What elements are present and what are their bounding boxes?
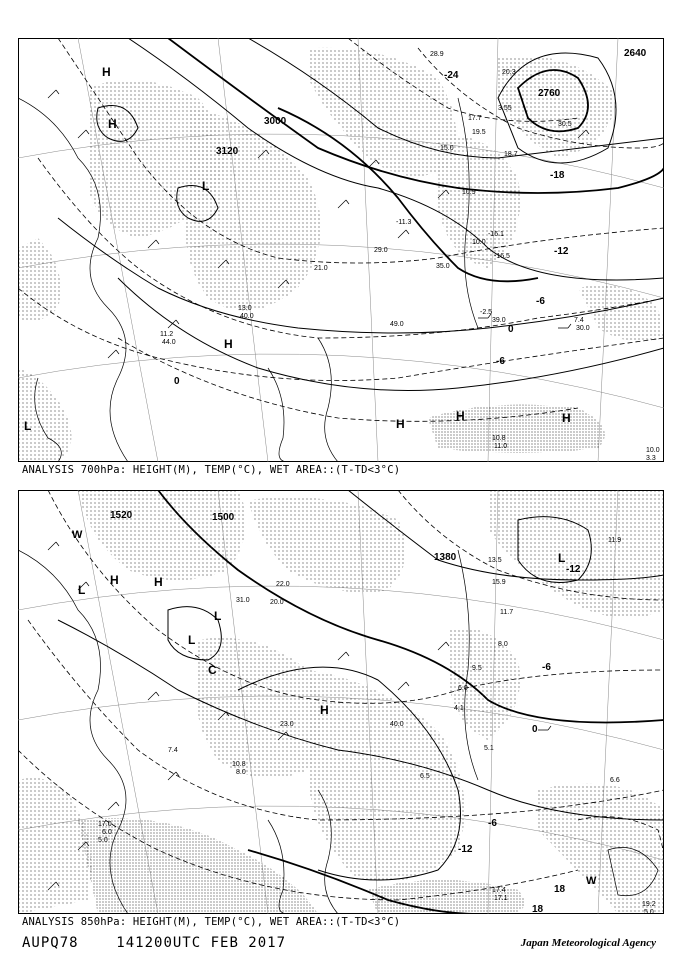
pressure-center-label: H <box>396 417 405 431</box>
station-value: 28.9 <box>430 51 444 58</box>
station-value: 23.0 <box>280 721 294 728</box>
station-value: 10.9 <box>462 189 476 196</box>
station-value: 20.0 <box>270 599 284 606</box>
chart-identifier <box>22 935 286 951</box>
temp-label: 18 <box>532 904 544 914</box>
station-value: 4.1 <box>454 705 464 712</box>
pressure-center-label: H <box>224 337 233 351</box>
temp-label: -6 <box>496 356 505 367</box>
pressure-center-label: L <box>188 633 196 647</box>
station-value: 17.7 <box>468 115 482 122</box>
station-value: 29.0 <box>374 247 388 254</box>
pressure-center-label: H <box>102 65 111 79</box>
temp-label: 18 <box>554 884 566 895</box>
station-value: -2.5 <box>480 309 493 316</box>
station-value: 11.2 <box>160 331 174 338</box>
height-label: 3000 <box>264 116 287 127</box>
height-label: 3120 <box>216 146 239 157</box>
station-value: -11.3 <box>396 219 412 226</box>
pressure-center-label: H <box>110 573 119 587</box>
station-value: -16.1 <box>488 231 504 238</box>
panel-caption-850hpa: ANALYSIS 850hPa: HEIGHT(M), TEMP(°C), WET AREA::(T-TD<3°C) <box>22 916 401 928</box>
station-value: 44.0 <box>162 339 176 346</box>
pressure-center-label: L <box>24 419 32 433</box>
station-value: 13.5 <box>488 557 502 564</box>
chart-code: AUPQ78 <box>22 935 79 951</box>
station-value: 8.0 <box>498 641 508 648</box>
pressure-center-label: C <box>208 663 217 677</box>
station-value: 18.7 <box>504 151 518 158</box>
temp-label: 0 <box>532 724 538 735</box>
station-value: 3.3 <box>646 455 656 462</box>
pressure-center-label: H <box>108 117 117 131</box>
height-label: 1520 <box>110 510 133 521</box>
station-value: 17.4 <box>492 887 506 894</box>
station-value: 11.7 <box>500 609 514 616</box>
pressure-center-label: H <box>456 409 465 423</box>
height-label: 2640 <box>624 48 647 59</box>
map-panel-850hpa <box>18 490 664 914</box>
temp-label: -6 <box>536 296 545 307</box>
station-value: 11.9 <box>608 537 622 544</box>
temp-label: -12 <box>458 844 473 855</box>
station-value: 10.8 <box>492 435 506 442</box>
pressure-center-label: H <box>320 703 329 717</box>
temp-label: -12 <box>566 564 581 575</box>
station-value: 10.8 <box>232 761 246 768</box>
temp-label: -18 <box>550 170 565 181</box>
pressure-center-label: W <box>586 875 597 887</box>
pressure-center-label: L <box>78 583 86 597</box>
temp-label: -6 <box>488 818 497 829</box>
map-700hpa <box>18 38 664 462</box>
station-value: 9.5 <box>472 665 482 672</box>
station-value: 6.6 <box>610 777 620 784</box>
station-value: 6.0 <box>102 829 112 836</box>
pressure-center-label: L <box>202 179 210 193</box>
station-value: 7.4 <box>574 317 584 324</box>
station-value: 15.9 <box>492 579 506 586</box>
station-value: 10.0 <box>472 239 486 246</box>
map-panel-700hpa <box>18 38 664 462</box>
temp-label: -24 <box>444 70 459 81</box>
station-value: 15.0 <box>440 145 454 152</box>
pressure-center-label: H <box>562 411 571 425</box>
station-value: 6.0 <box>458 685 468 692</box>
station-value: 49.0 <box>390 321 404 328</box>
station-value: 40.0 <box>390 721 404 728</box>
station-value: 30.5 <box>558 121 572 128</box>
station-value: 20.3 <box>502 69 516 76</box>
height-label: 1500 <box>212 512 235 523</box>
station-value: 7.4 <box>168 747 178 754</box>
station-value: 39.0 <box>492 317 506 324</box>
map-850hpa <box>18 490 664 914</box>
station-value: 31.0 <box>236 597 250 604</box>
pressure-center-label: L <box>214 609 222 623</box>
panel-caption-700hpa: ANALYSIS 700hPa: HEIGHT(M), TEMP(°C), WET AREA::(T-TD<3°C) <box>22 464 401 476</box>
station-value: -16.5 <box>494 253 510 260</box>
station-value: 22.0 <box>276 581 290 588</box>
station-value: 35.0 <box>436 263 450 270</box>
station-value: 19.2 <box>642 901 656 908</box>
height-label: 1380 <box>434 552 457 563</box>
station-value: 10.0 <box>646 447 660 454</box>
station-value: 6.5 <box>420 773 430 780</box>
station-value: 21.0 <box>314 265 328 272</box>
height-label: 2760 <box>538 88 561 99</box>
temp-label: 0 <box>508 324 514 335</box>
pressure-center-label: L <box>558 551 566 565</box>
station-value: 40.0 <box>240 313 254 320</box>
agency-credit: Japan Meteorological Agency <box>520 937 656 949</box>
station-value: 13.0 <box>238 305 252 312</box>
temp-label: -6 <box>542 662 551 673</box>
station-value: 17.1 <box>494 895 508 902</box>
station-value: 5.0 <box>644 909 654 914</box>
station-value: 17.0 <box>98 821 112 828</box>
station-value: 11.0 <box>494 443 508 450</box>
station-value: 8.0 <box>236 769 246 776</box>
pressure-center-label: W <box>72 529 83 541</box>
station-value: 5.0 <box>98 837 108 844</box>
station-value: 30.0 <box>576 325 590 332</box>
pressure-center-label: H <box>154 575 163 589</box>
station-value: 5.1 <box>484 745 494 752</box>
temp-label: -12 <box>554 246 569 257</box>
chart-datetime: 141200UTC FEB 2017 <box>116 935 287 951</box>
temp-label: 0 <box>174 376 180 387</box>
station-value: 3.55 <box>498 105 512 112</box>
station-value: 19.5 <box>472 129 486 136</box>
